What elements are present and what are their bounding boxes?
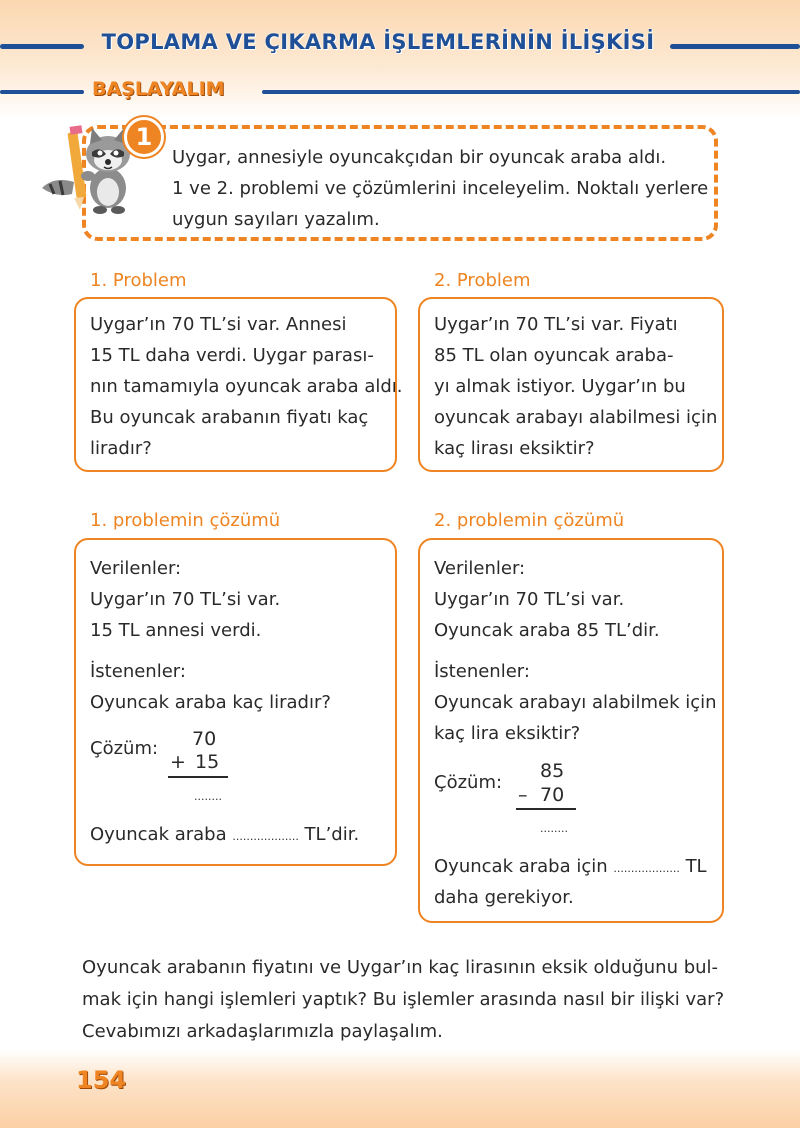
problem1-line: 15 TL daha verdi. Uygar parası- (90, 345, 374, 366)
answer-prefix: Oyuncak araba için (434, 856, 608, 877)
solution1-result-blank[interactable]: ........ (194, 790, 222, 803)
solution2-answer-line2: daha gerekiyor. (434, 887, 574, 908)
answer-blank[interactable]: ................... (232, 830, 299, 843)
problem1-label: 1. Problem (90, 270, 187, 291)
closing-line: Cevabımızı arkadaşlarımızla paylaşalım. (82, 1021, 443, 1042)
subtitle-row (0, 78, 800, 108)
given-item: Uygar’ın 70 TL’si var. (434, 589, 625, 610)
intro-text (172, 142, 708, 235)
closing-line: Oyuncak arabanın fiyatını ve Uygar’ın kaç lirasının eksik olduğunu bul- (82, 957, 719, 978)
solution1-label: 1. problemin çözümü (90, 510, 281, 531)
asked-title: İstenenler: (434, 661, 530, 682)
solution2-operator: – (518, 784, 528, 806)
asked-item: Oyuncak arabayı alabilmek için (434, 692, 717, 713)
page-title: TOPLAMA VE ÇIKARMA İŞLEMLERİNİN İLİŞKİSİ (101, 30, 655, 54)
given-item: Uygar’ın 70 TL’si var. (90, 589, 281, 610)
problem2-line: 85 TL olan oyuncak araba- (434, 345, 674, 366)
asked-item: Oyuncak araba kaç liradır? (90, 692, 331, 713)
solution2-answer (434, 856, 707, 877)
title-line-right (670, 44, 800, 49)
problem2-line: kaç lirası eksiktir? (434, 438, 595, 459)
subtitle-line-right (262, 90, 800, 94)
problem1-text (90, 309, 403, 464)
problem1-line: nın tamamıyla oyuncak araba aldı. (90, 376, 403, 397)
section-subtitle: BAŞLAYALIM (92, 78, 225, 100)
given-item: Oyuncak araba 85 TL’dir. (434, 620, 660, 641)
solution2-calc-label: Çözüm: (434, 772, 503, 793)
solution2-diff-line (516, 808, 576, 810)
solution2-label: 2. problemin çözümü (434, 510, 625, 531)
problem2-line: yı almak istiyor. Uygar’ın bu (434, 376, 686, 397)
solution2-bottom-number: 70 (540, 784, 565, 806)
solution2-text (434, 553, 719, 749)
problem2-line: Uygar’ın 70 TL’si var. Fiyatı (434, 314, 678, 335)
intro-line: 1 ve 2. problemi ve çözümlerini inceleyelim. Noktalı yerlere (172, 178, 709, 199)
solution1-sum-line (168, 776, 228, 778)
closing-line: mak için hangi işlemleri yaptık? Bu işlemler arasında nasıl bir ilişki var? (82, 989, 725, 1010)
solution1-bottom-number: 15 (195, 751, 220, 773)
asked-title: İstenenler: (90, 661, 186, 682)
problem1-line: Bu oyuncak arabanın fiyatı kaç (90, 407, 369, 428)
title-line-left (0, 44, 84, 49)
intro-line: uygun sayıları yazalım. (172, 209, 380, 230)
answer-suffix: TL (685, 856, 707, 877)
page-number: 154 (76, 1066, 127, 1094)
answer-prefix: Oyuncak araba (90, 824, 227, 845)
solution2-top-number: 85 (540, 760, 565, 782)
solution1-top-number: 70 (192, 728, 217, 750)
problem2-text (434, 309, 719, 464)
answer-blank[interactable]: ................... (613, 862, 680, 875)
closing-paragraph (82, 952, 732, 1048)
intro-line: Uygar, annesiyle oyuncakçıdan bir oyuncak araba aldı. (172, 147, 667, 168)
solution2-result-blank[interactable]: ........ (540, 822, 568, 835)
problem2-label: 2. Problem (434, 270, 531, 291)
title-row (0, 26, 800, 66)
solution1-answer (90, 824, 359, 845)
given-title: Verilenler: (434, 558, 526, 579)
problem1-line: Uygar’ın 70 TL’si var. Annesi (90, 314, 347, 335)
solution1-text (90, 553, 390, 718)
given-title: Verilenler: (90, 558, 182, 579)
problem1-line: liradır? (90, 438, 152, 459)
activity-number-badge: 1 (124, 117, 164, 157)
problem2-line: oyuncak arabayı alabilmesi için (434, 407, 718, 428)
given-item: 15 TL annesi verdi. (90, 620, 262, 641)
answer-suffix: TL’dir. (304, 824, 360, 845)
asked-item: kaç lira eksiktir? (434, 723, 581, 744)
subtitle-line-left (0, 90, 84, 94)
solution1-operator: + (170, 751, 186, 773)
solution1-calc-label: Çözüm: (90, 738, 159, 759)
